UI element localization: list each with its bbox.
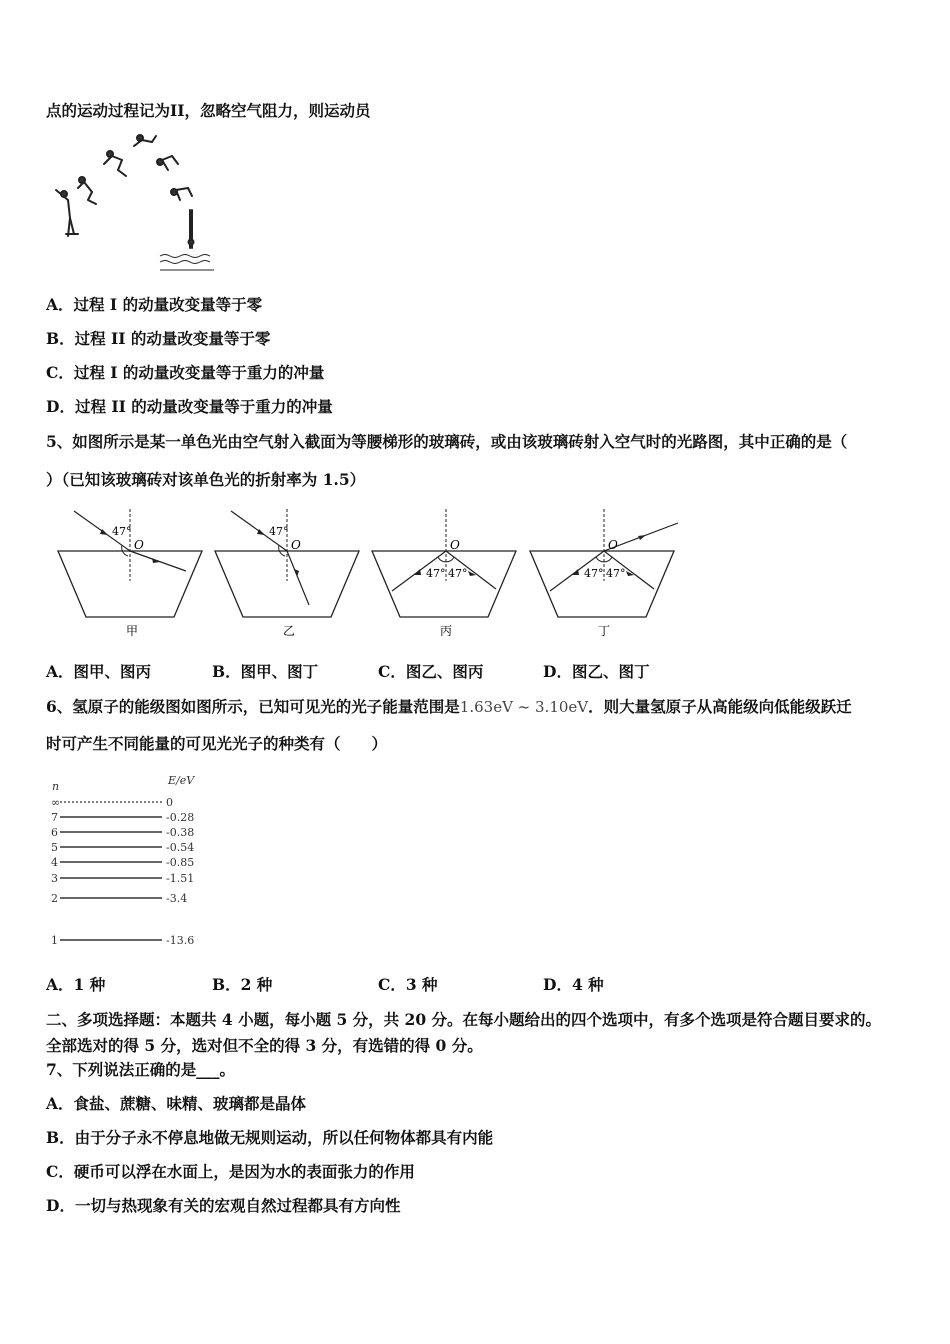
q4-stem-tail: 点的运动过程记为II，忽略空气阻力，则运动员 xyxy=(46,101,371,120)
energy-level-n: 7 xyxy=(51,811,58,824)
energy-level-n: 6 xyxy=(51,826,58,839)
q5-bing-angle-left: 47° xyxy=(426,567,446,580)
q5-yi-point: O xyxy=(291,538,301,552)
diver-figure xyxy=(48,130,223,276)
energy-level-n: ∞ xyxy=(51,796,61,809)
q6-stem-line1 xyxy=(46,697,852,717)
q5-bing-angle-right: 47° xyxy=(448,567,468,580)
energy-n-label: n xyxy=(52,780,60,793)
energy-level-n: 3 xyxy=(51,872,58,885)
energy-axis-label: E/eV xyxy=(168,774,195,787)
q7-option-d: D．一切与热现象有关的宏观自然过程都具有方向性 xyxy=(46,1196,401,1215)
energy-level-n: 1 xyxy=(51,934,58,947)
q5-ding-angle-right: 47° xyxy=(606,567,626,580)
q4-option-b: B．过程 II 的动量改变量等于零 xyxy=(46,329,271,348)
section2-line2: 全部选对的得 5 分，选对但不全的得 3 分，有选错的得 0 分。 xyxy=(46,1036,483,1055)
q5-figure-bing xyxy=(370,505,520,643)
q6-option-a: A．1 种 xyxy=(46,975,106,994)
energy-levels xyxy=(51,796,194,947)
q7-option-b: B．由于分子永不停息地做无规则运动，所以任何物体都具有内能 xyxy=(46,1128,494,1147)
section2-line1: 二、多项选择题：本题共 4 小题，每小题 5 分，共 20 分。在每小题给出的四个选项中，有多个选项是符合题目要求的。 xyxy=(46,1010,882,1029)
q5-ding-angle-left: 47° xyxy=(584,567,604,580)
energy-level-value: -3.4 xyxy=(166,892,188,905)
q4-option-d: D．过程 II 的动量改变量等于重力的冲量 xyxy=(46,397,333,416)
q5-stem-line2: ）（已知该玻璃砖对该单色光的折射率为 1.5） xyxy=(46,470,366,489)
energy-level-n: 4 xyxy=(51,856,58,869)
energy-level-value: -1.51 xyxy=(166,872,195,885)
q4-option-c: C．过程 I 的动量改变量等于重力的冲量 xyxy=(46,363,325,382)
q7-option-c: C．硬币可以浮在水面上，是因为水的表面张力的作用 xyxy=(46,1162,415,1181)
q5-figure-yi xyxy=(213,505,363,643)
energy-level-value: -0.54 xyxy=(166,841,195,854)
energy-level-value: -0.85 xyxy=(166,856,195,869)
energy-level-n: 2 xyxy=(51,892,58,905)
q7-option-a: A．食盐、蔗糖、味精、玻璃都是晶体 xyxy=(46,1094,307,1113)
energy-level-value: -13.6 xyxy=(166,934,195,947)
q5-ding-point: O xyxy=(608,538,618,552)
q6-option-d: D．4 种 xyxy=(543,975,604,994)
q5-yi-label: 乙 xyxy=(283,624,296,638)
q6-stem-part2: ．则大量氢原子从高能级向低能级跃迁 xyxy=(588,697,852,716)
energy-level-value: 0 xyxy=(166,796,173,809)
q5-option-b: B．图甲、图丁 xyxy=(212,662,319,681)
energy-level-diagram xyxy=(48,770,208,950)
q5-stem-line1: 5、如图所示是某一单色光由空气射入截面为等腰梯形的玻璃砖，或由该玻璃砖射入空气时的光路图，其中正确的是（ xyxy=(46,432,848,451)
energy-level-value: -0.38 xyxy=(166,826,195,839)
q6-option-b: B．2 种 xyxy=(212,975,273,994)
q5-jia-point: O xyxy=(134,538,144,552)
q6-option-c: C．3 种 xyxy=(378,975,438,994)
q5-figure-ding xyxy=(528,505,683,643)
q5-bing-point: O xyxy=(450,538,460,552)
q5-jia-angle: 47° xyxy=(112,525,132,538)
energy-level-value: -0.28 xyxy=(166,811,195,824)
q5-option-a: A．图甲、图丙 xyxy=(46,662,152,681)
q6-stem-line2: 时可产生不同能量的可见光光子的种类有（ ） xyxy=(46,734,388,753)
q5-option-c: C．图乙、图丙 xyxy=(378,662,484,681)
q5-yi-angle: 47° xyxy=(269,525,289,538)
q5-bing-label: 丙 xyxy=(440,624,453,638)
q6-energy-range: 1.63eV ~ 3.10eV xyxy=(459,698,589,716)
q4-option-a: A．过程 I 的动量改变量等于零 xyxy=(46,295,263,314)
q7-stem: 7、下列说法正确的是___。 xyxy=(46,1060,236,1079)
q5-ding-label: 丁 xyxy=(598,624,611,638)
energy-level-n: 5 xyxy=(51,841,58,854)
q5-figure-jia xyxy=(56,505,206,643)
q5-option-d: D．图乙、图丁 xyxy=(543,662,650,681)
q5-jia-label: 甲 xyxy=(126,624,139,638)
q6-stem-part1: 6、氢原子的能级图如图所示，已知可见光的光子能量范围是 xyxy=(46,697,460,716)
